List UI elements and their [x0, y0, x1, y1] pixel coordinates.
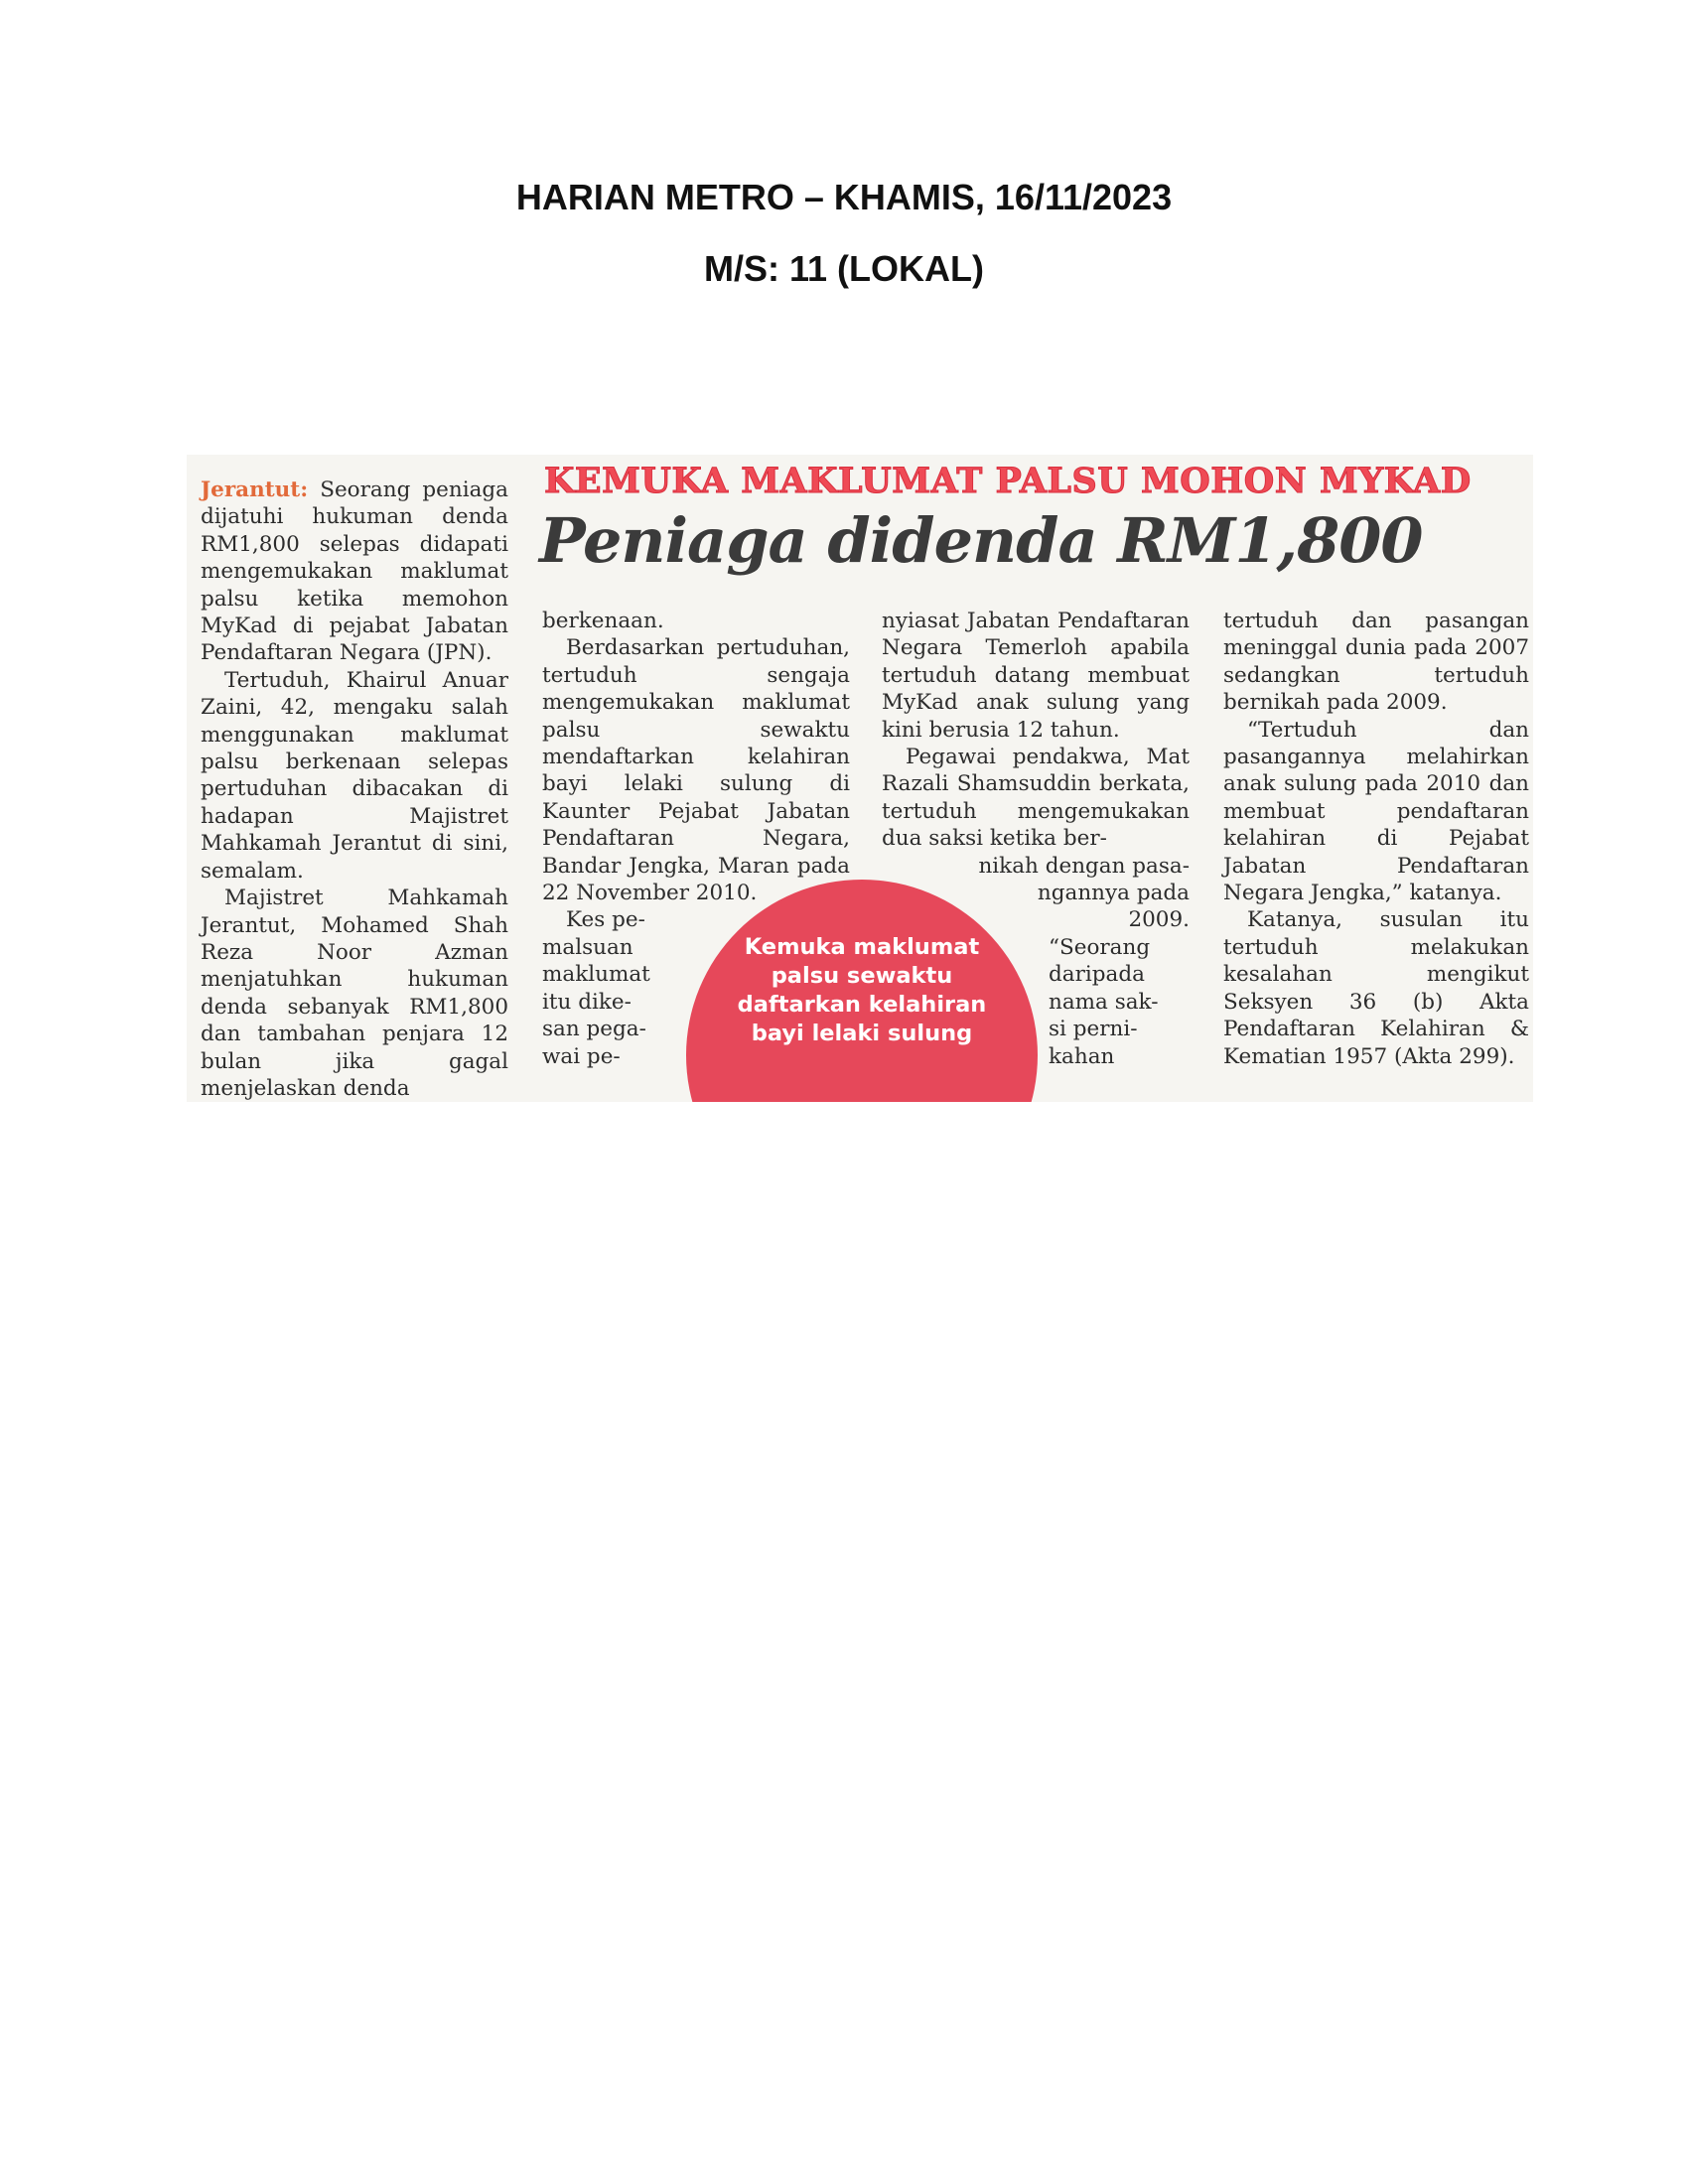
pull-quote-line: bayi lelaki sulung — [751, 1021, 973, 1046]
paragraph: berkenaan. — [542, 609, 664, 633]
paragraph: Majistret Mahkamah Jerantut, Mohamed Shah Reza Noor Azman menjatuhkan hukuman denda sebanyak RM1,800 dan tambahan penjara 12 bulan jika gagal menjelaskan denda — [201, 886, 508, 1101]
paragraph: tertuduh dan pasangan meninggal dunia pada 2007 sedangkan tertuduh bernikah pada 2009. — [1223, 609, 1529, 716]
paragraph: Berdasarkan pertuduhan, tertuduh sengaja mengemukakan maklumat palsu sewaktu mendaftarkan kelahiran bayi lelaki sulung di Kaunter Pejabat Jabatan Pendaftaran Negara, Bandar Jengka, Maran pada 22 November 2010. — [542, 635, 850, 906]
paragraph: Seorang peniaga dijatuhi hukuman denda RM1,800 selepas didapati mengemukakan maklumat palsu ketika memohon MyKad di pejabat Jabatan Pendaftaran Negara (JPN). — [201, 478, 508, 666]
text-line: wai pe- — [542, 1043, 621, 1069]
text-line: itu dike- — [542, 989, 632, 1015]
text-line: si perni- — [1049, 1017, 1138, 1042]
text-line: “Seorang — [1049, 934, 1151, 960]
text-line: maklumat — [542, 962, 650, 988]
paragraph: Tertuduh, Khairul Anuar Zaini, 42, mengaku salah menggunakan maklumat palsu berkenaan selepas pertuduhan dibacakan di hadapan Majistret Mahkamah Jerantut di sini, semalam. — [201, 667, 508, 884]
text-line: daripada — [1049, 962, 1145, 988]
clipping-header-page: M/S: 11 (LOKAL) — [703, 248, 984, 289]
pull-quote — [723, 933, 1001, 1048]
pull-quote-line: daftarkan kelahiran — [737, 992, 987, 1018]
text-line: kahan — [1049, 1043, 1115, 1069]
text-line: nama sak- — [1049, 989, 1159, 1015]
article-kicker: KEMUKA MAKLUMAT PALSU MOHON MYKAD — [544, 461, 1472, 501]
text-line: ngannya pada — [1037, 881, 1190, 906]
article-headline: Peniaga didenda RM1,800 — [539, 504, 1423, 577]
newspaper-clipping — [187, 455, 1533, 1102]
pull-quote-line: Kemuka maklumat — [744, 934, 980, 960]
text-line: san pega- — [542, 1017, 646, 1042]
text-line: malsuan — [542, 934, 633, 960]
article-dateline: Jerantut: — [201, 478, 309, 502]
paragraph: Pegawai pendakwa, Mat Razali Shamsuddin berkata, tertuduh mengemukakan dua saksi ketika ber- — [882, 745, 1190, 852]
pull-quote-line: palsu sewaktu — [771, 963, 953, 989]
text-line: Kes pe- — [566, 907, 645, 933]
clipping-header-source: HARIAN METRO – KHAMIS, 16/11/2023 — [515, 177, 1173, 217]
text-line: 2009. — [1128, 907, 1190, 933]
paragraph: nyiasat Jabatan Pendaftaran Negara Temerloh apabila tertuduh datang membuat MyKad anak sulung yang kini berusia 12 tahun. — [882, 609, 1190, 743]
text-line: nikah dengan pasa- — [978, 853, 1190, 879]
paragraph: Katanya, susulan itu tertuduh melakukan kesalahan mengikut Seksyen 36 (b) Akta Pendaftaran Kelahiran & Kematian 1957 (Akta 299). — [1223, 907, 1529, 1069]
paragraph: “Tertuduh dan pasangannya melahirkan anak sulung pada 2010 dan membuat pendaftaran kelahiran di Pejabat Jabatan Pendaftaran Negara Jengka,” katanya. — [1223, 717, 1529, 906]
